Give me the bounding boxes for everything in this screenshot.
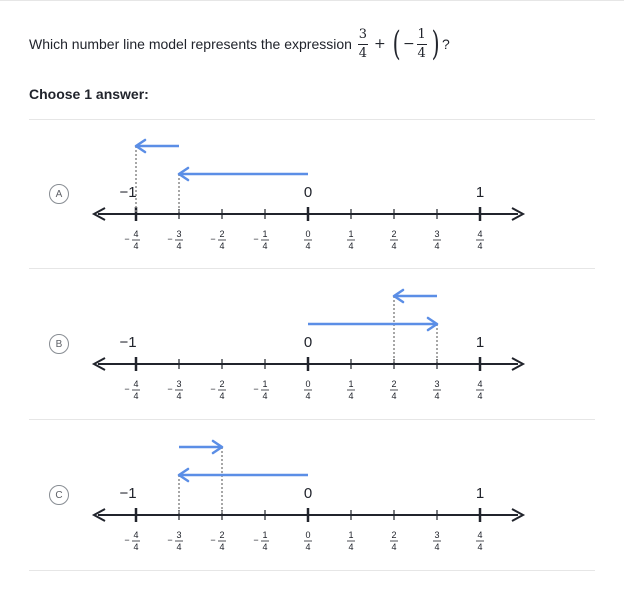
- fraction-one-quarter: [417, 28, 427, 61]
- tick-denominator: 4: [262, 241, 268, 251]
- tick-numerator: 2: [219, 379, 225, 389]
- tick-label: [167, 379, 183, 401]
- tick-label: [210, 379, 226, 401]
- arrow-second-step: [136, 140, 179, 152]
- tick-numerator: 1: [262, 229, 268, 239]
- tick-label: [476, 379, 484, 401]
- fraction-three-quarters: [358, 28, 368, 61]
- tick-numerator: 2: [219, 530, 225, 540]
- tick-numerator: 3: [176, 530, 182, 540]
- label-zero: 0: [303, 485, 313, 502]
- tick-denominator: 4: [262, 542, 268, 552]
- number-line-c: [85, 421, 535, 561]
- question-mark: ?: [441, 36, 450, 52]
- tick-numerator: 0: [305, 229, 311, 239]
- plus-sign: +: [373, 36, 386, 52]
- tick-sign: −: [124, 234, 130, 244]
- tick-label: [167, 229, 183, 251]
- tick-numerator: 0: [305, 530, 311, 540]
- tick-denominator: 4: [305, 542, 311, 552]
- tick-denominator: 4: [434, 542, 440, 552]
- label-zero: 0: [303, 184, 313, 201]
- expression: [356, 24, 442, 64]
- tick-numerator: 2: [391, 530, 397, 540]
- minus-sign: −: [402, 36, 415, 52]
- tick-label: [347, 229, 355, 251]
- tick-numerator: 2: [219, 229, 225, 239]
- tick-label: [476, 530, 484, 552]
- tick-sign: −: [210, 535, 216, 545]
- choice-c-badge[interactable]: C: [49, 485, 69, 505]
- tick-numerator: 2: [391, 379, 397, 389]
- tick-label: [210, 229, 226, 251]
- tick-denominator: 4: [176, 391, 182, 401]
- tick-numerator: 4: [133, 229, 139, 239]
- arrow-first-step: [179, 168, 308, 180]
- tick-denominator: 4: [391, 391, 397, 401]
- choice-a-badge[interactable]: A: [49, 184, 69, 204]
- tick-numerator: 4: [477, 229, 483, 239]
- tick-numerator: 3: [434, 379, 440, 389]
- tick-label: [304, 379, 312, 401]
- label-one: 1: [475, 184, 485, 201]
- tick-denominator: 4: [434, 391, 440, 401]
- tick-denominator: 4: [477, 542, 483, 552]
- tick-numerator: 2: [391, 229, 397, 239]
- tick-label: [433, 530, 441, 552]
- tick-label: [304, 229, 312, 251]
- tick-sign: −: [210, 384, 216, 394]
- arrow-first-step: [308, 318, 437, 330]
- tick-label: [253, 530, 269, 552]
- tick-sign: −: [210, 234, 216, 244]
- choose-prompt: Choose 1 answer:: [29, 86, 149, 102]
- tick-denominator: 4: [133, 391, 139, 401]
- tick-label: [347, 379, 355, 401]
- tick-label: [304, 530, 312, 552]
- tick-denominator: 4: [348, 241, 354, 251]
- tick-denominator: 4: [391, 241, 397, 251]
- tick-sign: −: [167, 384, 173, 394]
- label-zero: 0: [303, 334, 313, 351]
- tick-denominator: 4: [262, 391, 268, 401]
- tick-numerator: 0: [305, 379, 311, 389]
- tick-numerator: 4: [477, 530, 483, 540]
- question-label: Which number line model represents the expression: [29, 36, 352, 52]
- label-minus-one: −1: [119, 485, 137, 502]
- choice-a[interactable]: [0, 120, 624, 270]
- tick-label: [253, 229, 269, 251]
- tick-label: [124, 379, 140, 401]
- tick-denominator: 4: [477, 241, 483, 251]
- tick-denominator: 4: [176, 241, 182, 251]
- label-one: 1: [475, 485, 485, 502]
- number-line-b: [85, 270, 535, 410]
- choice-b[interactable]: [0, 270, 624, 420]
- arrow-second-step: [179, 441, 222, 453]
- tick-sign: −: [124, 384, 130, 394]
- tick-denominator: 4: [305, 241, 311, 251]
- tick-numerator: 3: [176, 379, 182, 389]
- tick-denominator: 4: [348, 391, 354, 401]
- fraction-numerator: 1: [417, 26, 426, 42]
- fraction-bar: [358, 44, 368, 45]
- arrow-second-step: [394, 290, 437, 302]
- tick-numerator: 1: [262, 379, 268, 389]
- tick-denominator: 4: [305, 391, 311, 401]
- arrow-first-step: [179, 469, 308, 481]
- tick-numerator: 3: [434, 229, 440, 239]
- tick-sign: −: [253, 234, 259, 244]
- tick-sign: −: [124, 535, 130, 545]
- fraction-bar: [417, 44, 427, 45]
- fraction-numerator: 3: [358, 26, 368, 42]
- label-minus-one: −1: [119, 334, 137, 351]
- tick-label: [347, 530, 355, 552]
- tick-denominator: 4: [434, 241, 440, 251]
- tick-denominator: 4: [219, 391, 225, 401]
- tick-numerator: 1: [262, 530, 268, 540]
- tick-label: [253, 379, 269, 401]
- tick-denominator: 4: [219, 542, 225, 552]
- question-text: [29, 22, 450, 66]
- tick-label: [124, 229, 140, 251]
- tick-sign: −: [253, 535, 259, 545]
- tick-numerator: 3: [176, 229, 182, 239]
- tick-sign: −: [253, 384, 259, 394]
- top-divider: [0, 0, 624, 1]
- right-paren: ): [431, 24, 440, 64]
- tick-label: [167, 530, 183, 552]
- tick-label: [476, 229, 484, 251]
- choice-c[interactable]: [0, 421, 624, 571]
- tick-label: [433, 229, 441, 251]
- label-one: 1: [475, 334, 485, 351]
- tick-denominator: 4: [133, 241, 139, 251]
- tick-numerator: 4: [133, 379, 139, 389]
- tick-numerator: 1: [348, 229, 354, 239]
- tick-label: [390, 229, 398, 251]
- tick-label: [210, 530, 226, 552]
- tick-denominator: 4: [219, 241, 225, 251]
- tick-label: [390, 530, 398, 552]
- tick-denominator: 4: [477, 391, 483, 401]
- tick-denominator: 4: [348, 542, 354, 552]
- tick-numerator: 4: [133, 530, 139, 540]
- fraction-denominator: 4: [358, 45, 368, 61]
- tick-denominator: 4: [391, 542, 397, 552]
- number-line-a: [85, 120, 535, 260]
- tick-denominator: 4: [133, 542, 139, 552]
- tick-sign: −: [167, 234, 173, 244]
- tick-numerator: 3: [434, 530, 440, 540]
- tick-label: [124, 530, 140, 552]
- tick-numerator: 1: [348, 379, 354, 389]
- tick-denominator: 4: [176, 542, 182, 552]
- choice-b-badge[interactable]: B: [49, 334, 69, 354]
- label-minus-one: −1: [119, 184, 137, 201]
- left-paren: (: [392, 24, 401, 64]
- tick-label: [433, 379, 441, 401]
- tick-numerator: 1: [348, 530, 354, 540]
- fraction-denominator: 4: [417, 45, 426, 61]
- tick-numerator: 4: [477, 379, 483, 389]
- tick-sign: −: [167, 535, 173, 545]
- tick-label: [390, 379, 398, 401]
